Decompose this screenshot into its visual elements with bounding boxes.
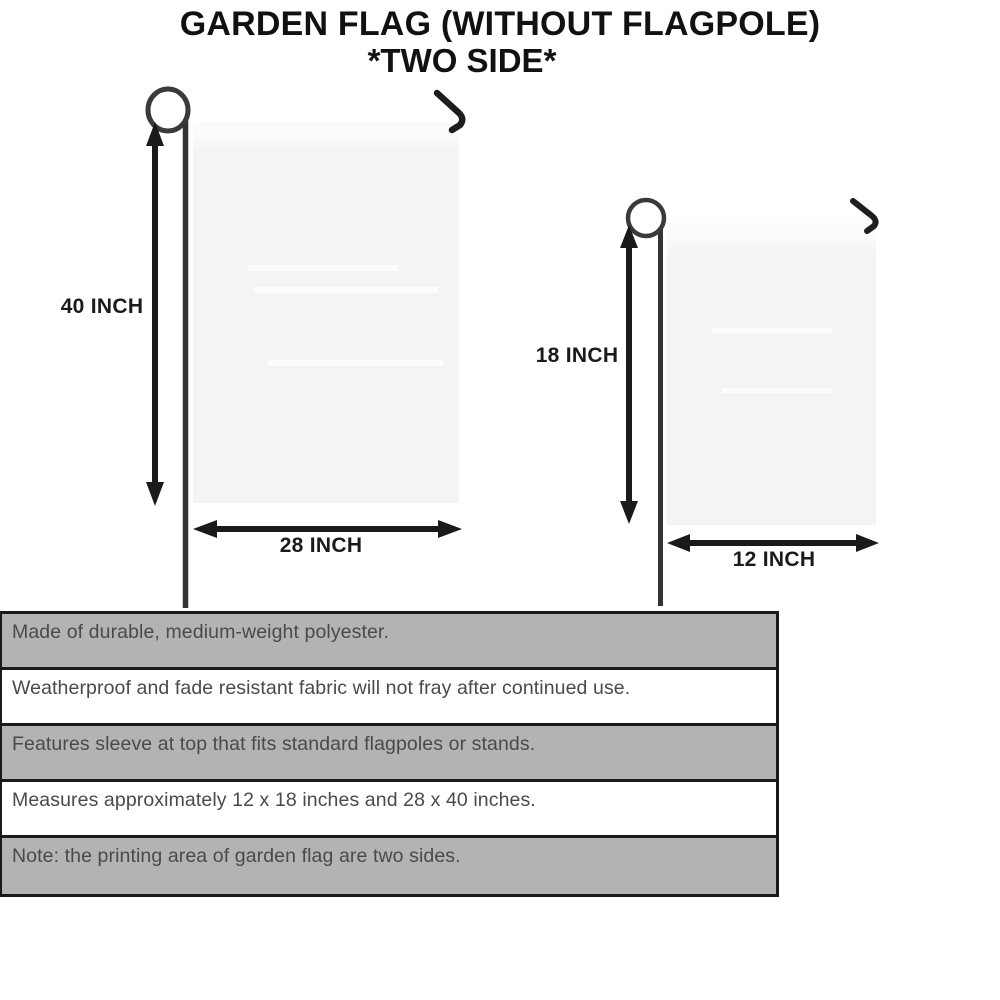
small-flag-height-label: 18 INCH [535, 344, 619, 367]
large-flag-width-label: 28 INCH [279, 534, 363, 557]
feature-row-polyester: Made of durable, medium-weight polyester. [2, 614, 776, 670]
feature-row-sleeve: Features sleeve at top that fits standard flagpoles or stands. [2, 726, 776, 782]
title-line-1: GARDEN FLAG (WITHOUT FLAGPOLE) [179, 5, 821, 43]
small-flagpole-loop-icon [628, 200, 664, 236]
large-flag-height-label: 40 INCH [60, 295, 144, 318]
feature-row-weatherproof: Weatherproof and fade resistant fabric will not fray after continued use. [2, 670, 776, 726]
features-table [0, 611, 779, 897]
feature-row-note: Note: the printing area of garden flag are two sides. [2, 838, 776, 894]
small-flag-width-label: 12 INCH [732, 548, 816, 571]
small-flag-hook-icon [853, 201, 876, 231]
large-flag-hook-icon [437, 93, 462, 130]
title-line-2: *TWO SIDE* [367, 41, 557, 79]
feature-row-measures: Measures approximately 12 x 18 inches and 28 x 40 inches. [2, 782, 776, 838]
small-height-arrow [620, 225, 638, 524]
